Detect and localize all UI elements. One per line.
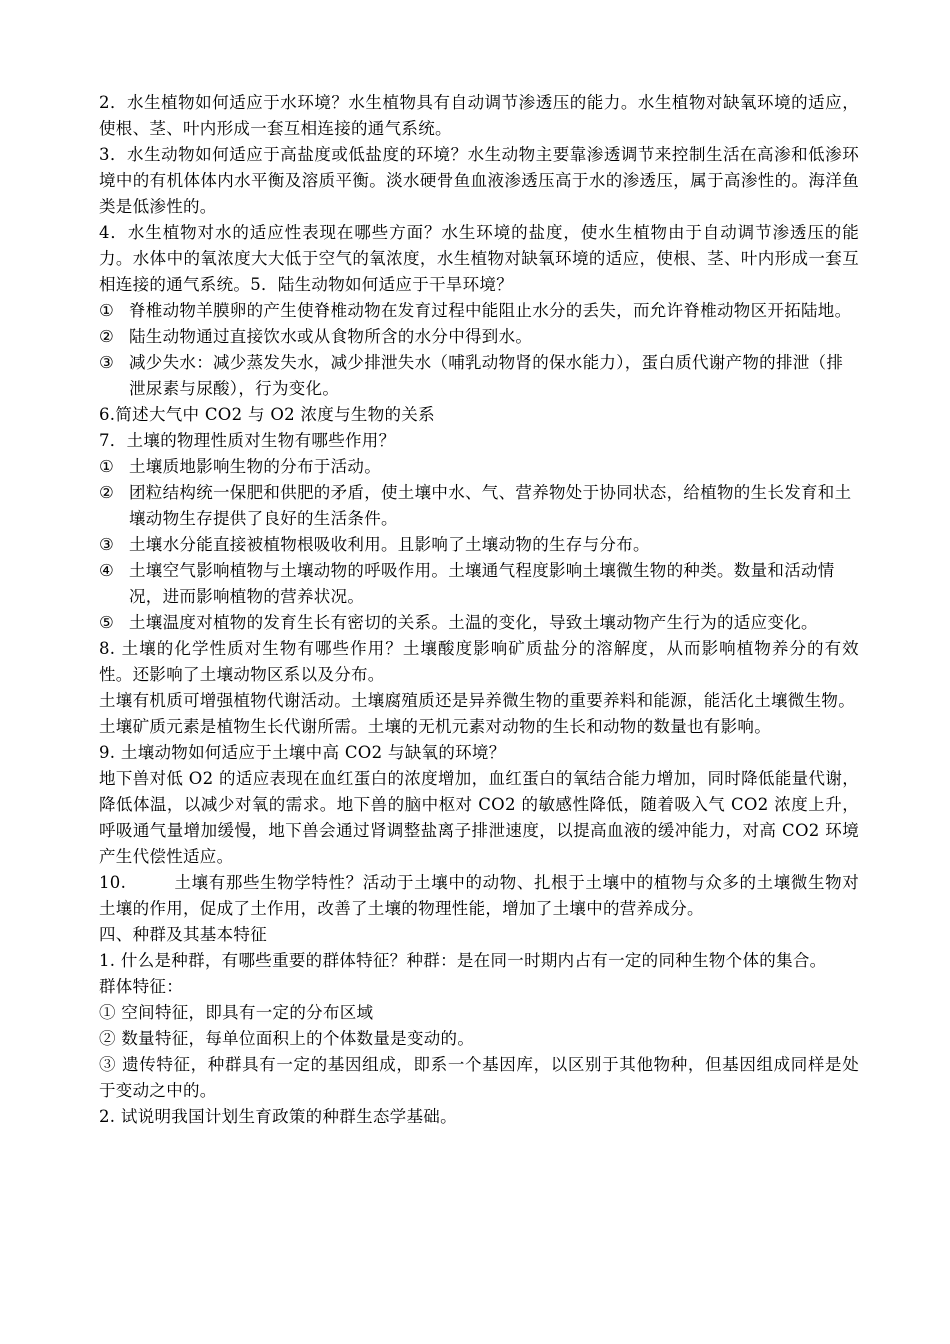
list-text: 数量特征，每单位面积上的个体数量是变动的。 <box>121 1029 475 1048</box>
list-item <box>99 350 859 402</box>
list-number: ① <box>99 301 115 320</box>
paragraph-q9-answer: 地下兽对低 O2 的适应表现在血红蛋白的浓度增加，血红蛋白的氧结合能力增加，同时降低能量代谢，降低体温，以减少对氧的需求。地下兽的脑中枢对 CO2 的敏感性降低，随着吸入气 CO2 浓度上升，呼吸通气量增加缓慢，地下兽会通过肾调整盐离子排泄速度，以提高血液的缓冲能力，对高 CO2 环境产生代偿性适应。 <box>99 769 859 866</box>
paragraph-traits-label: 群体特征： <box>99 977 183 996</box>
list-text: 土壤空气影响植物与土壤动物的呼吸作用。土壤通气程度影响土壤微生物的种类。数量和活动情况，进而影响植物的营养状况。 <box>129 561 835 606</box>
list-item <box>99 454 859 480</box>
list-traits <box>99 1000 859 1104</box>
list-item <box>99 480 859 532</box>
list-number: ② <box>99 483 115 502</box>
list-number: ③ <box>99 1055 117 1074</box>
list-q7 <box>99 454 859 636</box>
list-text: 土壤水分能直接被植物根吸收利用。且影响了土壤动物的生存与分布。 <box>129 535 650 554</box>
list-number: ⑤ <box>99 613 115 632</box>
paragraph-q10 <box>99 870 859 922</box>
paragraph-q9: 9. 土壤动物如何适应于土壤中高 CO2 与缺氧的环境？ <box>99 743 506 762</box>
list-number: ② <box>99 327 115 346</box>
q10-text: 土壤有那些生物学特性？活动于土壤中的动物、扎根于土壤中的植物与众多的土壤微生物对土壤的作用，促成了土作用，改善了土壤的物理性能，增加了土壤中的营养成分。 <box>99 873 859 918</box>
list-item <box>99 532 859 558</box>
list-text: 减少失水：减少蒸发失水，减少排泄失水（哺乳动物肾的保水能力），蛋白质代谢产物的排泄（排泄尿素与尿酸），行为变化。 <box>129 353 844 398</box>
list-item <box>99 324 859 350</box>
paragraph-q2: 2．水生植物如何适应于水环境？水生植物具有自动调节渗透压的能力。水生植物对缺氧环境的适应，使根、茎、叶内形成一套互相连接的通气系统。 <box>99 93 859 138</box>
list-number: ④ <box>99 561 115 580</box>
list-number: ① <box>99 1003 116 1022</box>
paragraph-s2: 2. 试说明我国计划生育政策的种群生态学基础。 <box>99 1107 457 1126</box>
document-page <box>99 90 859 1130</box>
list-text: 脊椎动物羊膜卵的产生使脊椎动物在发育过程中能阻止水分的丢失，而允许脊椎动物区开拓陆地。 <box>129 301 852 320</box>
list-text: 团粒结构统一保肥和供肥的矛盾，使土壤中水、气、营养物处于协同状态，给植物的生长发育和土壤动物生存提供了良好的生活条件。 <box>129 483 852 528</box>
paragraph-s1: 1. 什么是种群，有哪些重要的群体特征？种群：是在同一时期内占有一定的同种生物个体的集合。 <box>99 951 827 970</box>
section-heading: 四、种群及其基本特征 <box>99 925 267 944</box>
list-number: ③ <box>99 353 115 372</box>
q10-number: 10. <box>99 873 127 892</box>
paragraph-q3: 3．水生动物如何适应于高盐度或低盐度的环境？水生动物主要靠渗透调节来控制生活在高渗和低渗环境中的有机体体内水平衡及溶质平衡。淡水硬骨鱼血液渗透压高于水的渗透压，属于高渗性的。海洋鱼类是低渗性的。 <box>99 145 859 216</box>
paragraph-q6: 6.简述大气中 CO2 与 O2 浓度与生物的关系 <box>99 405 435 424</box>
paragraph-q7: 7．土壤的物理性质对生物有哪些作用？ <box>99 431 396 450</box>
paragraph-q8-mineral: 土壤矿质元素是植物生长代谢所需。土壤的无机元素对动物的生长和动物的数量也有影响。 <box>99 717 771 736</box>
list-item <box>99 558 859 610</box>
list-item <box>99 610 859 636</box>
list-number: ② <box>99 1029 116 1048</box>
paragraph-q8-organic: 土壤有机质可增强植物代谢活动。土壤腐殖质还是异养微生物的重要养料和能源，能活化土壤微生物。 <box>99 691 855 710</box>
list-text: 遗传特征，种群具有一定的基因组成，即系一个基因库，以区别于其他物种，但基因组成同样是处于变动之中的。 <box>99 1055 860 1100</box>
list-number: ① <box>99 457 115 476</box>
list-item <box>99 298 859 324</box>
list-text: 空间特征，即具有一定的分布区域 <box>121 1003 374 1022</box>
list-item <box>99 1000 859 1026</box>
list-item <box>99 1026 859 1052</box>
list-text: 土壤质地影响生物的分布于活动。 <box>129 457 381 476</box>
list-item <box>99 1052 859 1104</box>
list-number: ③ <box>99 535 115 554</box>
list-text: 土壤温度对植物的发育生长有密切的关系。土温的变化，导致土壤动物产生行为的适应变化。 <box>129 613 818 632</box>
list-q5 <box>99 298 859 402</box>
list-text: 陆生动物通过直接饮水或从食物所含的水分中得到水。 <box>129 327 533 346</box>
paragraph-q4: 4．水生植物对水的适应性表现在哪些方面？水生环境的盐度，使水生植物由于自动调节渗透压的能力。水体中的氧浓度大大低于空气的氧浓度，水生植物对缺氧环境的适应，使根、茎、叶内形成一套互相连接的通气系统。5．陆生动物如何适应于干旱环境？ <box>99 223 859 294</box>
paragraph-q8: 8. 土壤的化学性质对生物有哪些作用？土壤酸度影响矿质盐分的溶解度，从而影响植物养分的有效性。还影响了土壤动物区系以及分布。 <box>99 639 859 684</box>
